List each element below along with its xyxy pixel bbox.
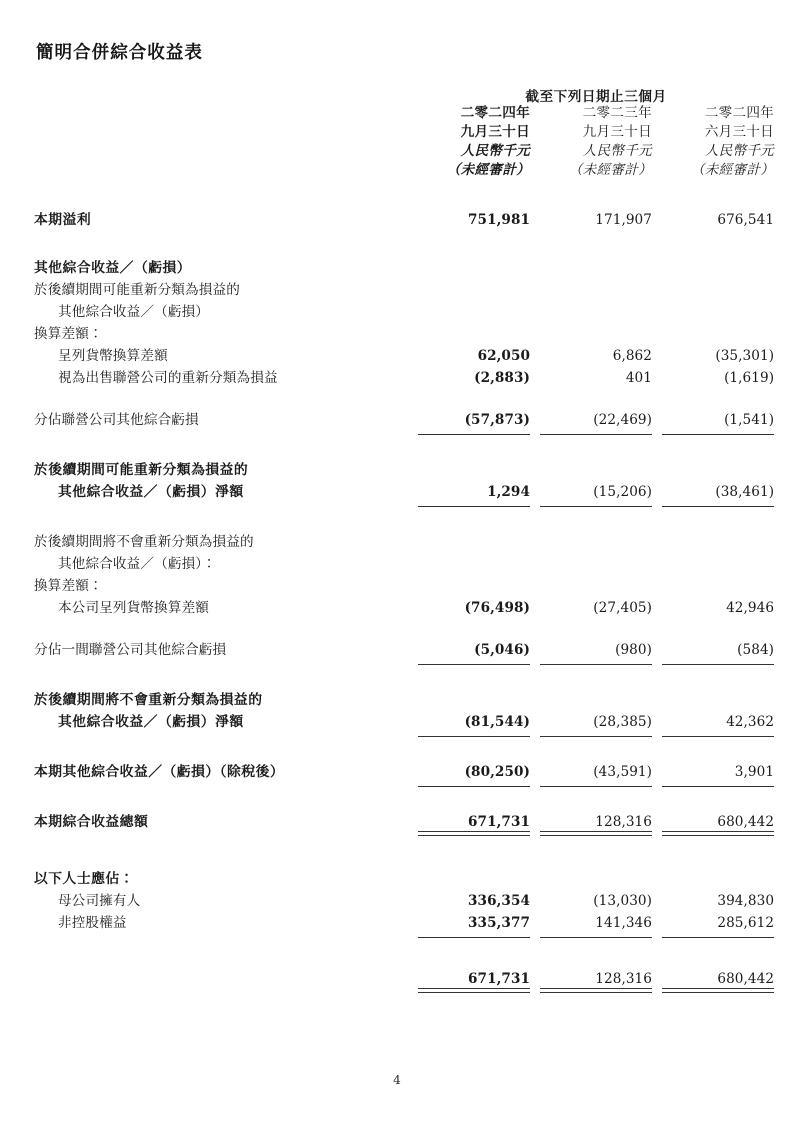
header-spacer — [34, 91, 418, 105]
column-2-year: 二零二三年 — [582, 105, 652, 122]
row-value-col2: (15,206) — [593, 483, 652, 500]
page-title: 簡明合併綜合收益表 — [36, 43, 203, 63]
row-value-col1: (57,873) — [464, 411, 530, 428]
rule-col2 — [540, 930, 652, 938]
spacer — [34, 838, 774, 864]
row-value-col1: 336,354 — [468, 892, 530, 909]
row-label-empty — [34, 964, 418, 986]
rule-col3 — [662, 657, 774, 665]
column-1-year: 二零二四年 — [460, 105, 530, 122]
double-rule-col2 — [540, 829, 652, 838]
row-label-text: 其他綜合收益／（虧損） — [58, 303, 210, 320]
subtotal-rule-row — [34, 930, 774, 938]
rule-col2 — [540, 779, 652, 787]
header-gap-2 — [652, 104, 662, 179]
table-row-translation-difference-heading-2 — [34, 571, 774, 593]
row-value-col2: (980) — [615, 641, 652, 658]
table-row-oci-net-of-tax — [34, 757, 774, 779]
rule-col1 — [418, 427, 530, 435]
spacer-after-header — [34, 179, 774, 205]
column-3-currency: 人民幣千元 — [704, 142, 775, 159]
total-rule-row — [34, 829, 774, 838]
financial-statement-table — [34, 88, 775, 996]
row-label-text: 其他綜合收益／（虧損）： — [58, 555, 216, 572]
row-label: 本期綜合收益總額 — [34, 813, 149, 830]
row-label: 分佔聯營公司其他綜合虧損 — [34, 411, 199, 428]
row-label: 於後續期間將不會重新分類為損益的 — [34, 691, 263, 708]
table-row-may-reclassify-heading-line2 — [34, 297, 774, 319]
subtotal-rule-row — [34, 779, 774, 787]
double-rule-col2 — [540, 986, 652, 995]
table-row-share-of-oci-one-associate — [34, 635, 774, 657]
row-label: 以下人士應佔： — [34, 870, 134, 887]
table-row-attributable-total — [34, 964, 774, 986]
row-label-text: 本公司呈列貨幣換算差額 — [58, 599, 210, 616]
row-value-col1: (80,250) — [464, 763, 530, 780]
row-label-indented — [34, 707, 418, 729]
column-2-audit-status: （未經審計） — [568, 161, 652, 178]
row-label-text: 其他綜合收益／（虧損）淨額 — [58, 713, 244, 730]
table-row-share-of-oci-associates — [34, 405, 774, 427]
rule-col2 — [540, 499, 652, 507]
row-label-text: 非控股權益 — [58, 914, 127, 931]
double-rule-col1 — [418, 986, 530, 995]
row-label: 本期溢利 — [34, 211, 92, 228]
row-label-indented — [34, 297, 418, 319]
row-label: 於後續期間可能重新分類為損益的 — [34, 461, 249, 478]
row-label: 換算差額： — [34, 325, 103, 342]
row-value-col2: 128,316 — [595, 970, 652, 987]
row-value-col3: (1,541) — [724, 411, 775, 428]
column-3-date: 六月三十日 — [704, 124, 775, 141]
table-row-may-reclassify-heading-line1 — [34, 275, 774, 297]
table-row-attributable-heading — [34, 864, 774, 886]
spacer — [34, 938, 774, 965]
column-header-3 — [662, 104, 774, 179]
subtotal-rule-row — [34, 729, 774, 737]
row-value-col1: (5,046) — [474, 641, 530, 658]
rule-col3 — [662, 779, 774, 787]
subtotal-rule-row — [34, 427, 774, 435]
row-label-text: 視為出售聯營公司的重新分類為損益 — [58, 369, 278, 386]
row-value-col1: (81,544) — [464, 713, 530, 730]
spacer — [34, 787, 774, 808]
row-value-col2: 128,316 — [595, 813, 652, 830]
row-value-col2: 171,907 — [595, 211, 652, 228]
row-label: 本期其他綜合收益／（虧損）（除稅後） — [34, 763, 285, 780]
double-rule-col3 — [662, 829, 774, 838]
header-spacer-2 — [34, 104, 418, 179]
table-row-translation-difference-heading-1 — [34, 319, 774, 341]
table-row-not-reclassify-heading-line2 — [34, 549, 774, 571]
table-row-net-may-reclassify-line2 — [34, 477, 774, 499]
column-1-currency: 人民幣千元 — [460, 142, 530, 159]
row-value-col1: 1,294 — [487, 483, 530, 500]
table-row-net-not-reclassify-line2 — [34, 707, 774, 729]
row-value-col3: 285,612 — [717, 914, 775, 931]
row-value-col1: 671,731 — [468, 813, 530, 830]
rule-col1 — [418, 499, 530, 507]
row-label-indented — [34, 886, 418, 908]
row-value-col2: (13,030) — [593, 892, 652, 909]
table-row-deemed-disposal-associate — [34, 363, 774, 385]
row-value-col2: (28,385) — [593, 713, 652, 730]
row-value-col3: 3,901 — [734, 763, 775, 780]
row-value-col1: (76,498) — [464, 599, 530, 616]
rule-col3 — [662, 930, 774, 938]
row-label-indented — [34, 908, 418, 930]
rule-col2 — [540, 729, 652, 737]
spacer — [34, 227, 774, 253]
column-1-audit-status: （未經審計） — [446, 161, 530, 178]
rule-col3 — [662, 427, 774, 435]
rule-col1 — [418, 779, 530, 787]
row-value-col1: 671,731 — [468, 970, 530, 987]
table-header-columns-row — [34, 104, 774, 179]
table-row-owners-of-parent — [34, 886, 774, 908]
row-label-indented — [34, 549, 418, 571]
subtotal-rule-row — [34, 657, 774, 665]
row-value-col2: (22,469) — [593, 411, 652, 428]
row-label-text: 母公司擁有人 — [58, 892, 141, 909]
row-value-col2: 141,346 — [595, 914, 652, 931]
row-label: 換算差額： — [34, 577, 103, 594]
row-value-col3: 42,362 — [726, 713, 775, 730]
page-number: 4 — [393, 1073, 401, 1087]
double-rule-col3 — [662, 986, 774, 995]
header-gap-1 — [530, 104, 540, 179]
spacer — [34, 385, 774, 405]
column-2-date: 九月三十日 — [582, 124, 652, 141]
row-value-col3: 394,830 — [717, 892, 775, 909]
table-row-net-may-reclassify-line1 — [34, 455, 774, 477]
row-value-col1: 751,981 — [468, 211, 530, 228]
row-value-col2: (43,591) — [593, 763, 652, 780]
spacer — [34, 435, 774, 456]
table-row-not-reclassify-heading-line1 — [34, 527, 774, 549]
row-value-col3: (584) — [737, 641, 775, 658]
column-header-2 — [540, 104, 652, 179]
row-value-col1: 62,050 — [477, 347, 530, 364]
spacer — [34, 665, 774, 686]
column-3-audit-status: （未經審計） — [690, 161, 775, 178]
table-row-oci-heading — [34, 253, 774, 275]
table-row-presentation-currency-difference — [34, 341, 774, 363]
row-value-col2: 6,862 — [612, 347, 652, 364]
spacer — [34, 737, 774, 758]
table-row-total-comprehensive-income — [34, 807, 774, 829]
row-label: 其他綜合收益／（虧損） — [34, 259, 192, 276]
row-label-indented — [34, 477, 418, 499]
row-label-indented — [34, 363, 418, 385]
row-value-col1: 335,377 — [468, 914, 530, 931]
row-label: 於後續期間將不會重新分類為損益的 — [34, 533, 254, 550]
row-value-col3: (38,461) — [715, 483, 775, 500]
row-value-col3: 676,541 — [717, 211, 775, 228]
row-value-col2: (27,405) — [593, 599, 652, 616]
rule-col1 — [418, 930, 530, 938]
row-label-indented — [34, 593, 418, 615]
row-value-col3: 42,946 — [726, 599, 775, 616]
rule-col3 — [662, 729, 774, 737]
double-rule-col1 — [418, 829, 530, 838]
subtotal-rule-row — [34, 499, 774, 507]
rule-col1 — [418, 657, 530, 665]
table-row-company-presentation-currency-difference — [34, 593, 774, 615]
row-label: 於後續期間可能重新分類為損益的 — [34, 281, 240, 298]
rule-col2 — [540, 657, 652, 665]
table-header-span-row — [34, 91, 774, 105]
table-row-non-controlling-interests — [34, 908, 774, 930]
column-1-date: 九月三十日 — [460, 124, 530, 141]
row-label: 分佔一間聯營公司其他綜合虧損 — [34, 641, 227, 658]
table-row-net-not-reclassify-line1 — [34, 685, 774, 707]
column-2-currency: 人民幣千元 — [582, 142, 652, 159]
rule-col3 — [662, 499, 774, 507]
row-value-col2: 401 — [625, 369, 652, 386]
row-value-col3: 680,442 — [717, 970, 775, 987]
row-label-text: 呈列貨幣換算差額 — [58, 347, 168, 364]
rule-col2 — [540, 427, 652, 435]
rule-col1 — [418, 729, 530, 737]
column-header-1 — [418, 104, 530, 179]
total-rule-row — [34, 986, 774, 995]
row-value-col3: (35,301) — [715, 347, 775, 364]
row-label-indented — [34, 341, 418, 363]
row-value-col3: 680,442 — [717, 813, 775, 830]
header-period-span: 截至下列日期止三個月 — [525, 88, 667, 105]
table-row-profit-for-period — [34, 205, 774, 227]
row-value-col3: (1,619) — [724, 369, 775, 386]
spacer — [34, 615, 774, 635]
row-label-text: 其他綜合收益／（虧損）淨額 — [58, 483, 244, 500]
column-3-year: 二零二四年 — [704, 105, 775, 122]
row-value-col1: (2,883) — [474, 369, 530, 386]
spacer — [34, 507, 774, 528]
